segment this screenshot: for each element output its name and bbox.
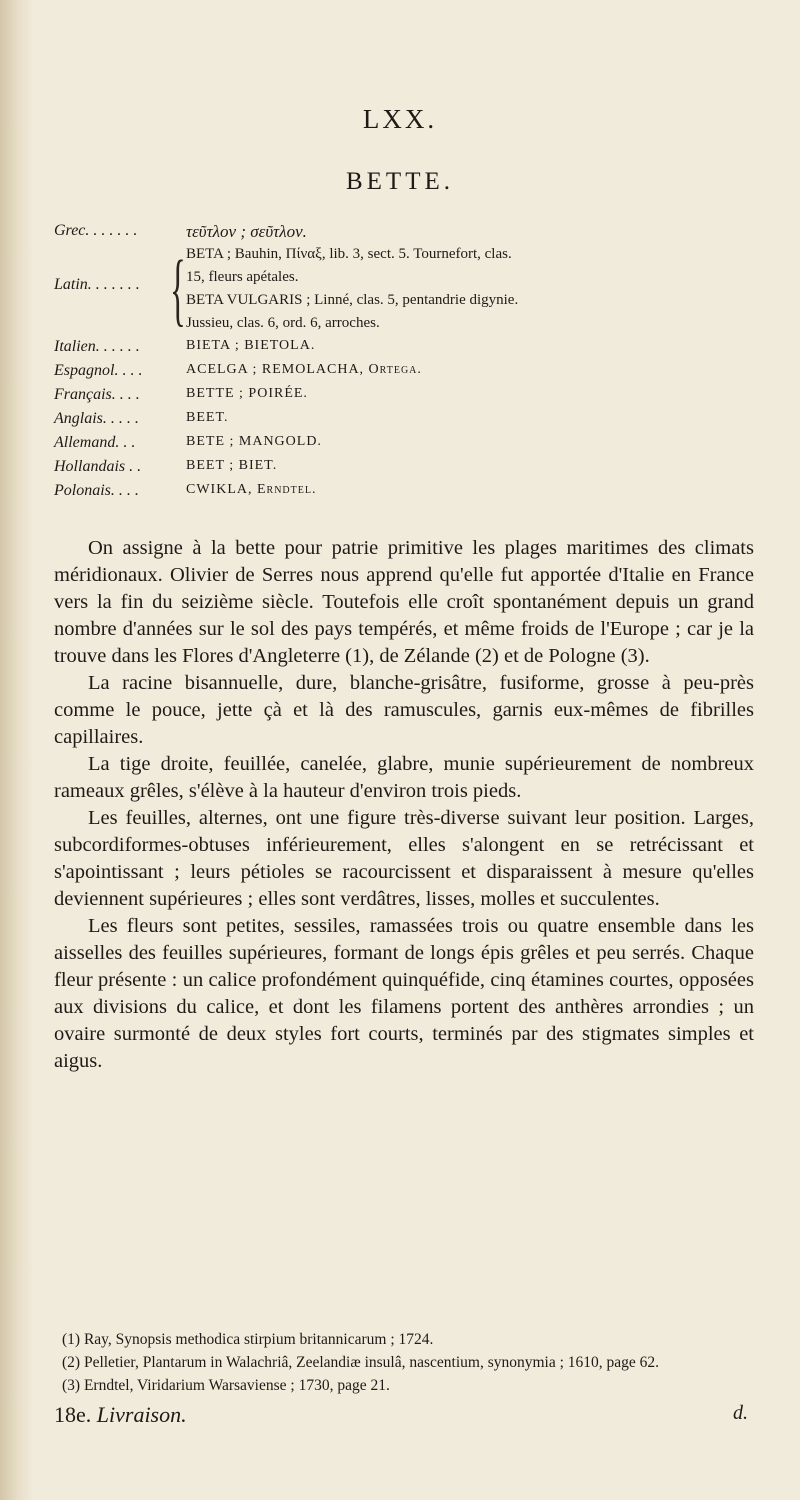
name-label: Latin. . . . . . . <box>54 276 140 293</box>
name-value: BETTE ; POIRÉE. <box>186 386 308 401</box>
paragraph-origin: On assigne à la bette pour patrie primitive les plages maritimes des climats méridionaux. Olivier de Serres nous apprend qu'elle fut apportée d'Italie en France vers la fin du seizième siècle. Toutefois elle croît spontanément depuis un grand nombre d'années sur le sol des pays tempérés, et même froids de l'Europe ; car je la trouve dans les Flores d'Angleterre (1), de Zélande (2) et de Pologne (3). <box>54 537 754 667</box>
footnote: (2) Pelletier, Plantarum in Walachriâ, Zeelandiæ insulâ, nascentium, synonymia ; 1610, page 62. <box>62 1354 660 1371</box>
name-row-grec <box>54 222 754 246</box>
description-text <box>54 535 754 1075</box>
name-row-francais <box>54 386 754 410</box>
signature-mark: d. <box>733 1402 748 1424</box>
name-value: ACELGA ; REMOLACHA, Ortega. <box>186 362 422 377</box>
latin-synonyms <box>186 246 766 338</box>
name-label: Anglais. . . . . <box>54 410 139 427</box>
paragraph-leaves: Les feuilles, alternes, ont une figure très-diverse suivant leur position. Larges, subcordiformes-obtuses inférieurement, elles s'alongent en se retrécissant et s'apointissant ; leurs pétioles se racourcissent et disparaissent à mesure qu'elles deviennent supérieures ; elles sont verdâtres, lisses, molles et succulentes. <box>54 807 754 910</box>
name-label: Italien. . . . . . <box>54 338 140 355</box>
footnote: (1) Ray, Synopsis methodica stirpium britannicarum ; 1724. <box>62 1331 434 1348</box>
name-row-hollandais <box>54 458 754 482</box>
name-row-anglais <box>54 410 754 434</box>
latin-line: BETA VULGARIS ; Linné, clas. 5, pentandrie digynie. <box>186 292 519 308</box>
name-label: Espagnol. . . . <box>54 362 143 379</box>
footnotes <box>54 1328 754 1397</box>
name-row-allemand <box>54 434 754 458</box>
name-value: BETE ; MANGOLD. <box>186 434 322 449</box>
livraison-word: Livraison. <box>96 1402 187 1427</box>
name-value: BEET. <box>186 410 229 425</box>
curly-brace: { <box>170 243 186 334</box>
name-value: BIETA ; BIETOLA. <box>186 338 316 353</box>
name-row-italien <box>54 338 754 362</box>
vernacular-names <box>54 222 754 506</box>
livraison-number: 18e. <box>54 1402 92 1427</box>
name-value: BEET ; BIET. <box>186 458 278 473</box>
name-row-latin <box>54 243 754 338</box>
name-row-espagnol <box>54 362 754 386</box>
name-label: Hollandais . . <box>54 458 142 475</box>
name-row-polonais <box>54 482 754 506</box>
page-title: BETTE. <box>345 168 454 195</box>
page-footer <box>54 1402 754 1432</box>
latin-line: Jussieu, clas. 6, ord. 6, arroches. <box>186 315 380 331</box>
name-label: Grec. . . . . . . <box>54 222 138 239</box>
latin-line: BETA ; Bauhin, Πίναξ, lib. 3, sect. 5. Tournefort, clas. <box>186 246 512 262</box>
paragraph-stem: La tige droite, feuillée, canelée, glabre, munie supérieurement de nombreux rameaux grêles, s'élève à la hauteur d'environ trois pieds. <box>54 753 754 802</box>
name-label: Polonais. . . . <box>54 482 139 499</box>
footnote: (3) Erndtel, Viridarium Warsaviense ; 1730, page 21. <box>62 1377 390 1394</box>
name-label: Allemand. . . <box>54 434 136 451</box>
page-edge-shadow <box>0 0 34 1500</box>
latin-line: 15, fleurs apétales. <box>186 269 299 285</box>
name-label: Français. . . . <box>54 386 140 403</box>
name-value: τεῦτλον ; σεῦτλον. <box>186 222 307 241</box>
paragraph-root: La racine bisannuelle, dure, blanche-grisâtre, fusiforme, grosse à peu-près comme le pouce, jette çà et là des ramuscules, garnis eux-mêmes de fibrilles capillaires. <box>54 672 754 748</box>
paragraph-flowers: Les fleurs sont petites, sessiles, ramassées trois ou quatre ensemble dans les aisselles des feuilles supérieures, formant de longs épis grêles et peu serrés. Chaque fleur présente : un calice profondément quinquéfide, cinq étamines courtes, opposées aux divisions du calice, et dont les filamens portent des anthères arrondies ; un ovaire surmonté de deux styles fort courts, terminés par des stigmates simples et aigus. <box>54 915 754 1072</box>
plate-number: LXX. <box>362 104 438 134</box>
livraison-label <box>54 1402 187 1428</box>
name-value: CWIKLA, Erndtel. <box>186 482 317 497</box>
